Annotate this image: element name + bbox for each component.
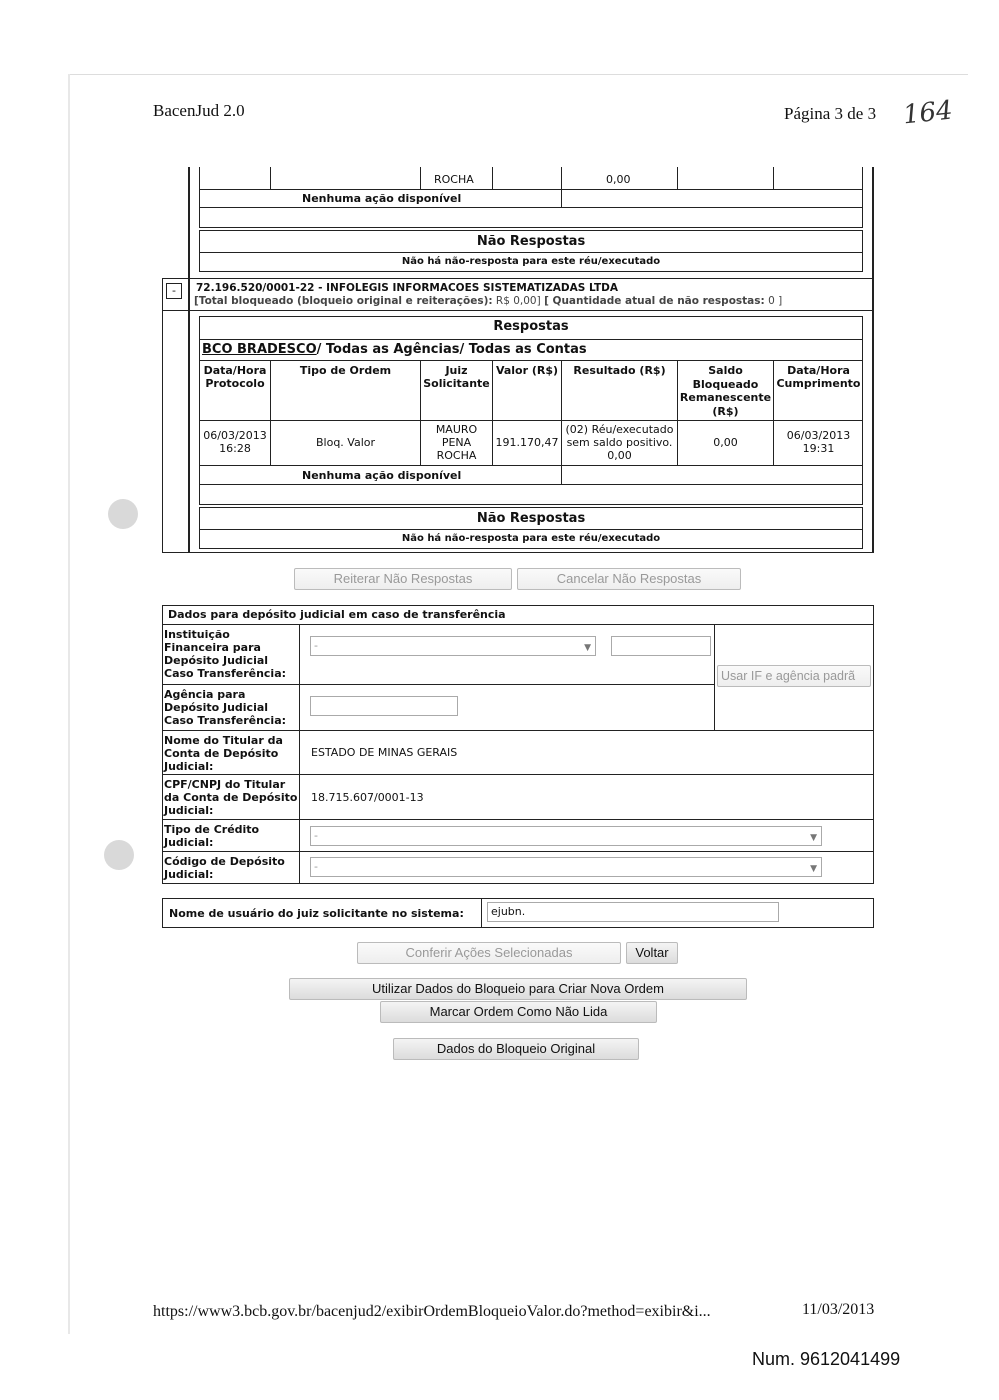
dados-bloqueio-original-button[interactable]: Dados do Bloqueio Original [393, 1038, 639, 1060]
codigo-deposito-select[interactable] [310, 857, 822, 877]
voltar-button[interactable]: Voltar [626, 942, 678, 964]
col-divider [481, 898, 482, 928]
qtd-nao-respostas-label: [ Quantidade atual de não respostas: [544, 295, 765, 307]
utilizar-dados-button[interactable]: Utilizar Dados do Bloqueio para Criar Nova Ordem [289, 978, 747, 1000]
handwritten-page-number: 164 [901, 95, 955, 131]
marcar-nao-lida-button[interactable]: Marcar Ordem Como Não Lida [380, 1001, 657, 1023]
reu-toggle-button[interactable]: - [166, 283, 182, 299]
bank-name[interactable]: BCO BRADESCO [202, 342, 317, 357]
col-header-data-cumprimento: Data/Hora Cumprimento [776, 364, 861, 390]
inst-financeira-value: - [314, 639, 318, 652]
usar-if-agencia-padrao-button[interactable]: Usar IF e agência padrã [717, 665, 871, 687]
col-divider [492, 167, 493, 189]
col-header-saldo: Saldo Bloqueado Remanescente (R$) [679, 364, 772, 418]
punch-hole [108, 499, 138, 529]
bank-scope: / Todas as Agências/ Todas as Contas [316, 342, 587, 357]
col-header-valor: Valor (R$) [495, 364, 559, 377]
col-divider [714, 624, 715, 730]
blank-row [199, 485, 863, 505]
agencia-input[interactable] [310, 696, 458, 716]
row-divider [199, 360, 863, 361]
prev-juiz-fragment: ROCHA [434, 173, 474, 186]
titular-label: Nome do Titular da Conta de Depósito Judicial: [164, 734, 283, 773]
document-number: Num. 9612041499 [752, 1349, 901, 1369]
app-title: BacenJud 2.0 [153, 101, 245, 120]
inst-financeira-select[interactable] [310, 636, 596, 656]
row-divider [199, 339, 863, 340]
prev-nao-respostas-msg: Não há não-resposta para este réu/executado [401, 256, 661, 267]
page-edge-left [68, 74, 70, 1334]
respostas-title: Respostas [493, 319, 569, 334]
tipo-credito-select[interactable] [310, 826, 822, 846]
cpf-cnpj-label: CPF/CNPJ do Titular da Conta de Depósito Judicial: [164, 778, 298, 817]
col-divider [773, 167, 774, 189]
col-header-juiz: Juiz Solicitante [423, 364, 490, 390]
chevron-down-icon: ▼ [810, 833, 817, 843]
tipo-credito-label: Tipo de Crédito Judicial: [164, 823, 260, 849]
prev-no-action: Nenhuma ação disponível [302, 192, 462, 205]
nao-respostas-msg: Não há não-resposta para este réu/executado [401, 533, 661, 544]
page-edge-top [68, 74, 968, 75]
cell-saldo: 0,00 [713, 436, 738, 449]
prev-nao-respostas-divider [199, 252, 863, 253]
prev-row-box [199, 167, 863, 208]
qtd-nao-respostas-value: 0 ] [768, 295, 783, 307]
total-bloqueado-value: R$ 0,00] [495, 295, 541, 307]
total-bloqueado-label: [Total bloqueado (bloqueio original e reiterações): [194, 295, 493, 307]
cell-resultado: (02) Réu/executado sem saldo positivo. 0,00 [565, 423, 674, 462]
col-divider [299, 624, 300, 884]
row-divider [199, 420, 863, 421]
agencia-label: Agência para Depósito Judicial Caso Transferência: [164, 688, 287, 727]
conferir-acoes-button[interactable]: Conferir Ações Selecionadas [357, 942, 621, 964]
row-divider [162, 684, 714, 685]
row-divider [199, 529, 863, 530]
col-header-tipo-ordem: Tipo de Ordem [299, 364, 392, 377]
no-action-text: Nenhuma ação disponível [302, 469, 462, 482]
cell-juiz: MAURO PENA ROCHA [435, 423, 478, 462]
page-label: Página 3 de 3 [784, 104, 877, 123]
inst-financeira-code-input[interactable] [611, 636, 711, 656]
col-divider [270, 167, 271, 189]
cpf-cnpj-value: 18.715.607/0001-13 [311, 791, 424, 804]
cell-tipo-ordem: Bloq. Valor [315, 436, 376, 449]
row-divider [162, 851, 874, 852]
reu-summary-line [194, 295, 782, 307]
reu-name: INFOLEGIS INFORMACOES SISTEMATIZADAS LTDA [326, 282, 618, 294]
deposito-title: Dados para depósito judicial em caso de transferência [168, 608, 506, 621]
chevron-down-icon: ▼ [584, 643, 591, 653]
row-divider [162, 624, 874, 625]
col-divider [420, 167, 421, 189]
reu-cnpj: 72.196.520/0001-22 [196, 282, 315, 294]
col-divider [677, 167, 678, 189]
row-divider [199, 465, 863, 466]
col-divider [561, 360, 562, 485]
footer-url: https://www3.bcb.gov.br/bacenjud2/exibirOrdemBloqueioValor.do?method=exibir&i... [153, 1303, 711, 1320]
prev-row-divider [199, 189, 863, 190]
inst-financeira-label: Instituição Financeira para Depósito Judicial Caso Transferência: [164, 628, 287, 680]
usuario-label: Nome de usuário do juiz solicitante no sistema: [169, 907, 464, 920]
footer-date: 11/03/2013 [802, 1301, 875, 1318]
row-divider [162, 774, 874, 775]
cell-data-protocolo: 06/03/2013 16:28 [203, 429, 267, 455]
usuario-input[interactable]: ejubn. [487, 902, 779, 922]
reu-header-divider [162, 310, 874, 311]
tipo-credito-value: - [314, 829, 318, 842]
row-divider [162, 730, 874, 731]
cell-valor: 191.170,47 [495, 436, 559, 449]
reiterar-nao-respostas-button[interactable]: Reiterar Não Respostas [294, 568, 512, 590]
cancelar-nao-respostas-button[interactable]: Cancelar Não Respostas [517, 568, 741, 590]
titular-value: ESTADO DE MINAS GERAIS [311, 746, 458, 759]
reu-title-line: 72.196.520/0001-22 - INFOLEGIS INFORMACOES SISTEMATIZADAS LTDA [196, 282, 618, 294]
prev-blank-row [199, 208, 863, 228]
bank-line [202, 342, 587, 357]
prev-saldo-fragment: 0,00 [606, 173, 631, 186]
cell-data-cumprimento: 06/03/2013 19:31 [786, 429, 851, 455]
nao-respostas-title: Não Respostas [476, 511, 586, 526]
row-divider [162, 819, 874, 820]
prev-nao-respostas-title: Não Respostas [476, 234, 586, 249]
col-divider [561, 167, 562, 208]
codigo-deposito-label: Código de Depósito Judicial: [164, 855, 285, 881]
col-header-resultado: Resultado (R$) [573, 364, 666, 377]
punch-hole [104, 840, 134, 870]
codigo-deposito-value: - [314, 860, 318, 873]
chevron-down-icon: ▼ [810, 864, 817, 874]
col-header-data-protocolo: Data/Hora Protocolo [203, 364, 267, 390]
